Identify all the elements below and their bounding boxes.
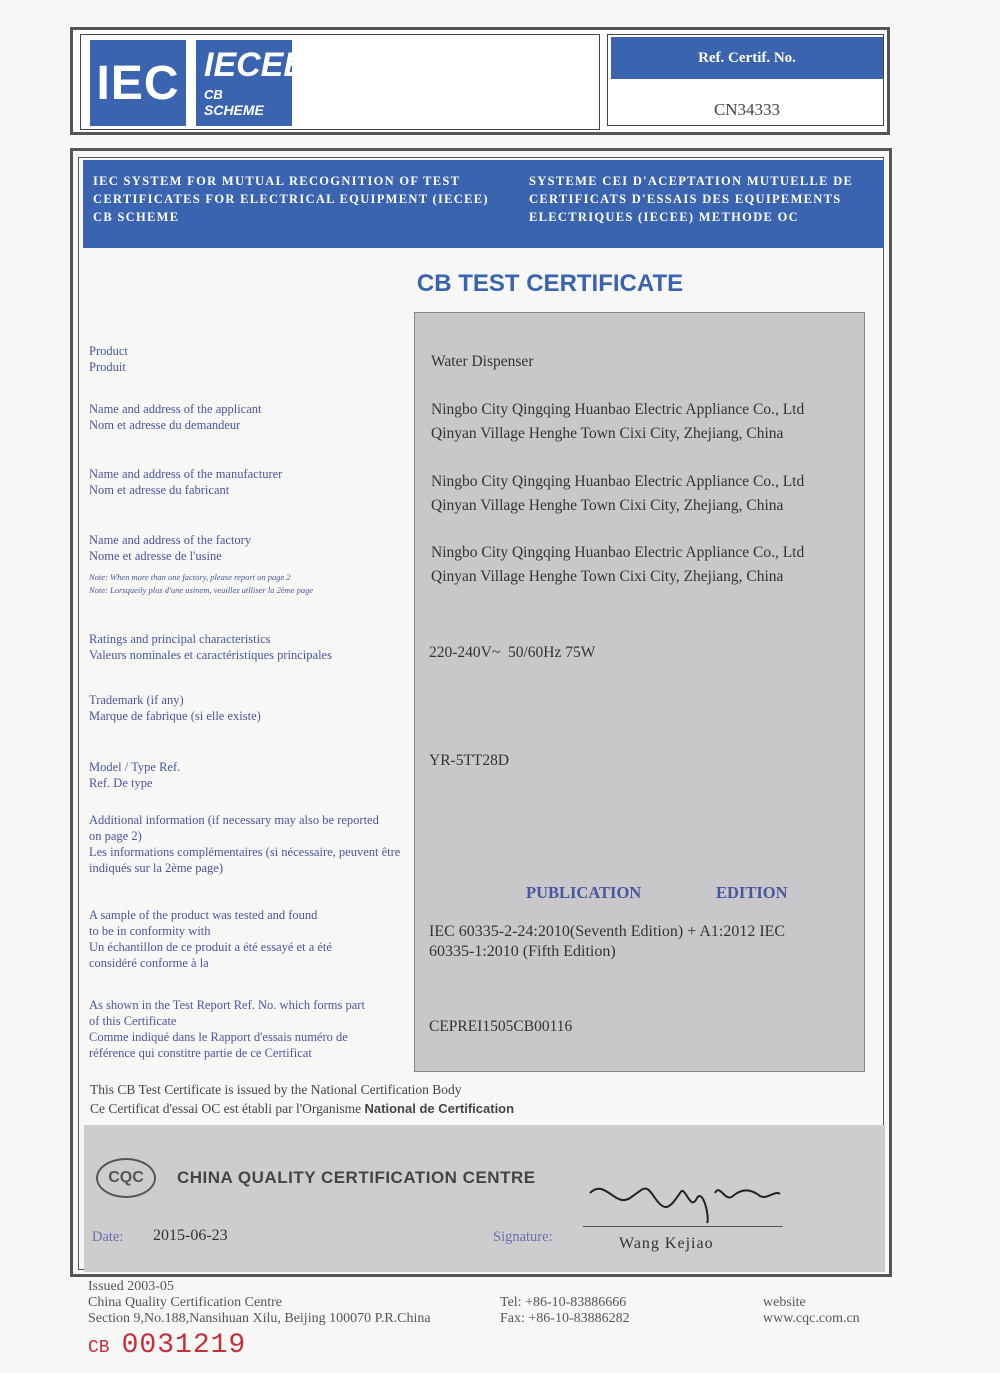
- cb-logo-text: CB: [204, 87, 223, 102]
- report-label: [89, 997, 365, 1061]
- applicant-value: [431, 398, 804, 446]
- model-label-en: Model / Type Ref.: [89, 760, 181, 774]
- factory-value: [431, 541, 804, 589]
- issued-by-en: This CB Test Certificate is issued by the National Certification Body: [90, 1082, 462, 1097]
- serial-prefix: CB: [88, 1338, 110, 1358]
- signature-image: [585, 1168, 785, 1228]
- scheme-logo-text: SCHEME: [204, 102, 264, 118]
- iecee-logo-text: IECEE: [204, 46, 307, 84]
- issued-by-fr-bold: National de Certification: [364, 1101, 515, 1116]
- signature-line: [583, 1226, 783, 1227]
- banner-en-line: CERTIFICATES FOR ELECTRICAL EQUIPMENT (IECEE): [93, 192, 489, 206]
- ratings-label: [89, 631, 332, 663]
- additional-label-fr: indiqués sur la 2ème page): [89, 861, 223, 875]
- footer-website-label: website: [763, 1295, 806, 1310]
- iec-logo: [90, 40, 186, 126]
- factory-label-en: Name and address of the factory: [89, 533, 252, 547]
- model-label: [89, 759, 180, 791]
- factory-name: Ningbo City Qingqing Huanbao Electric Appliance Co., Ltd: [431, 544, 805, 561]
- cqc-logo: [96, 1158, 156, 1198]
- model-label-fr: Ref. De type: [89, 776, 153, 790]
- trademark-label-fr: Marque de fabrique (si elle existe): [89, 709, 261, 723]
- issued-by-fr-text: Ce Certificat d'essai OC est établi par l'Organisme: [90, 1101, 365, 1116]
- publication-heading: PUBLICATION: [526, 883, 642, 902]
- scheme-banner: [83, 160, 884, 248]
- factory-address: Qinyan Village Henghe Town Cixi City, Zhejiang, China: [431, 568, 784, 585]
- sample-label-en: A sample of the product was tested and found: [89, 908, 318, 922]
- footer-fax: Fax: +86-10-83886282: [500, 1311, 630, 1326]
- footer-website: [763, 1295, 860, 1327]
- footer-address: Section 9,No.188,Nansihuan Xilu, Beijing 100070 P.R.China: [88, 1311, 431, 1326]
- footer-issued: Issued 2003-05: [88, 1279, 174, 1294]
- certificate-title: CB TEST CERTIFICATE: [416, 270, 684, 297]
- ref-certificate-title: Ref. Certif. No.: [611, 37, 883, 79]
- manufacturer-label: [89, 466, 282, 498]
- serial-value: 0031219: [121, 1330, 247, 1361]
- banner-fr-line: ELECTRIQUES (IECEE) METHODE OC: [529, 210, 799, 224]
- standard-line: IEC 60335-2-24:2010(Seventh Edition) + A1:2012 IEC: [429, 923, 786, 940]
- standard-line: 60335-1:2010 (Fifth Edition): [429, 943, 616, 960]
- ratings-label-fr: Valeurs nominales et caractéristiques principales: [89, 648, 332, 662]
- additional-label-en: on page 2): [89, 829, 142, 843]
- trademark-label: [89, 692, 261, 724]
- signatory-name: Wang Kejiao: [619, 1235, 714, 1252]
- manufacturer-address: Qinyan Village Henghe Town Cixi City, Zhejiang, China: [431, 497, 784, 514]
- signature-label: Signature:: [493, 1229, 553, 1245]
- date-value: 2015-06-23: [153, 1227, 228, 1244]
- date-label: Date:: [92, 1229, 124, 1245]
- manufacturer-label-fr: Nom et adresse du fabricant: [89, 483, 230, 497]
- banner-en-line: IEC SYSTEM FOR MUTUAL RECOGNITION OF TEST: [93, 174, 461, 188]
- iec-logo-text: IEC: [96, 56, 180, 110]
- cqc-logo-text: CQC: [108, 1169, 144, 1186]
- additional-label-en: Additional information (if necessary may also be reported: [89, 813, 379, 827]
- factory-label-fr: Nome et adresse de l'usine: [89, 549, 222, 563]
- product-value: Water Dispenser: [431, 353, 534, 370]
- product-label: [89, 343, 128, 375]
- manufacturer-name: Ningbo City Qingqing Huanbao Electric Appliance Co., Ltd: [431, 473, 805, 490]
- footer-tel: Tel: +86-10-83886666: [500, 1295, 627, 1310]
- serial-number: [88, 1330, 246, 1361]
- report-label-en: As shown in the Test Report Ref. No. which forms part: [89, 998, 365, 1012]
- product-label-en: Product: [89, 344, 128, 358]
- footer-org-info: [88, 1279, 431, 1327]
- footer-contact: [500, 1295, 630, 1327]
- applicant-label-en: Name and address of the applicant: [89, 402, 262, 416]
- applicant-name: Ningbo City Qingqing Huanbao Electric Appliance Co., Ltd: [431, 401, 805, 418]
- banner-english: [93, 172, 513, 226]
- factory-label: [89, 532, 251, 564]
- factory-note-en: Note: When more than one factory, please report on page 2: [89, 572, 291, 582]
- model-value: YR-5TT28D: [429, 752, 510, 769]
- report-label-fr: référence qui constitre partie de ce Certificat: [89, 1046, 312, 1060]
- sample-label-en: to be in conformity with: [89, 924, 211, 938]
- edition-heading: EDITION: [716, 883, 788, 902]
- factory-note-fr: Note: Lorsqueily plus d'une usinem, veuillez utlliser la 2ème page: [89, 585, 314, 595]
- product-label-fr: Produit: [89, 360, 126, 374]
- sample-label-fr: considéré conforme à la: [89, 956, 209, 970]
- ratings-label-en: Ratings and principal characteristics: [89, 632, 271, 646]
- ratings-value: 220-240V~ 50/60Hz 75W: [429, 644, 596, 661]
- additional-label-fr: Les informations complémentaires (si nécessaire, peuvent être: [89, 845, 401, 859]
- report-number-value: CEPREI1505CB00116: [429, 1018, 573, 1035]
- trademark-label-en: Trademark (if any): [89, 693, 184, 707]
- applicant-label: [89, 401, 262, 433]
- banner-fr-line: CERTIFICATS D'ESSAIS DES EQUIPEMENTS: [529, 192, 842, 206]
- banner-en-line: CB SCHEME: [93, 210, 180, 224]
- footer-org: China Quality Certification Centre: [88, 1295, 283, 1310]
- applicant-label-fr: Nom et adresse du demandeur: [89, 418, 241, 432]
- standard-value: [429, 922, 785, 962]
- banner-french: [529, 172, 874, 226]
- applicant-address: Qinyan Village Henghe Town Cixi City, Zhejiang, China: [431, 425, 784, 442]
- issued-by-fr: [90, 1099, 514, 1118]
- issued-by-statement: [90, 1080, 514, 1118]
- ref-certificate-number: CN34333: [713, 100, 781, 119]
- report-label-fr: Comme indiqué dans le Rapport d'essais numéro de: [89, 1030, 348, 1044]
- additional-info-label: [89, 812, 414, 876]
- cqc-name: CHINA QUALITY CERTIFICATION CENTRE: [177, 1168, 536, 1187]
- sample-label: [89, 907, 332, 971]
- footer-website-url: www.cqc.com.cn: [763, 1311, 860, 1326]
- banner-fr-line: SYSTEME CEI D'ACEPTATION MUTUELLE DE: [529, 174, 854, 188]
- sample-label-fr: Un échantillon de ce produit a été essayé et a été: [89, 940, 332, 954]
- report-label-en: of this Certificate: [89, 1014, 177, 1028]
- iecee-logo: [196, 40, 307, 126]
- factory-note: [89, 571, 313, 597]
- manufacturer-value: [431, 470, 804, 518]
- manufacturer-label-en: Name and address of the manufacturer: [89, 467, 283, 481]
